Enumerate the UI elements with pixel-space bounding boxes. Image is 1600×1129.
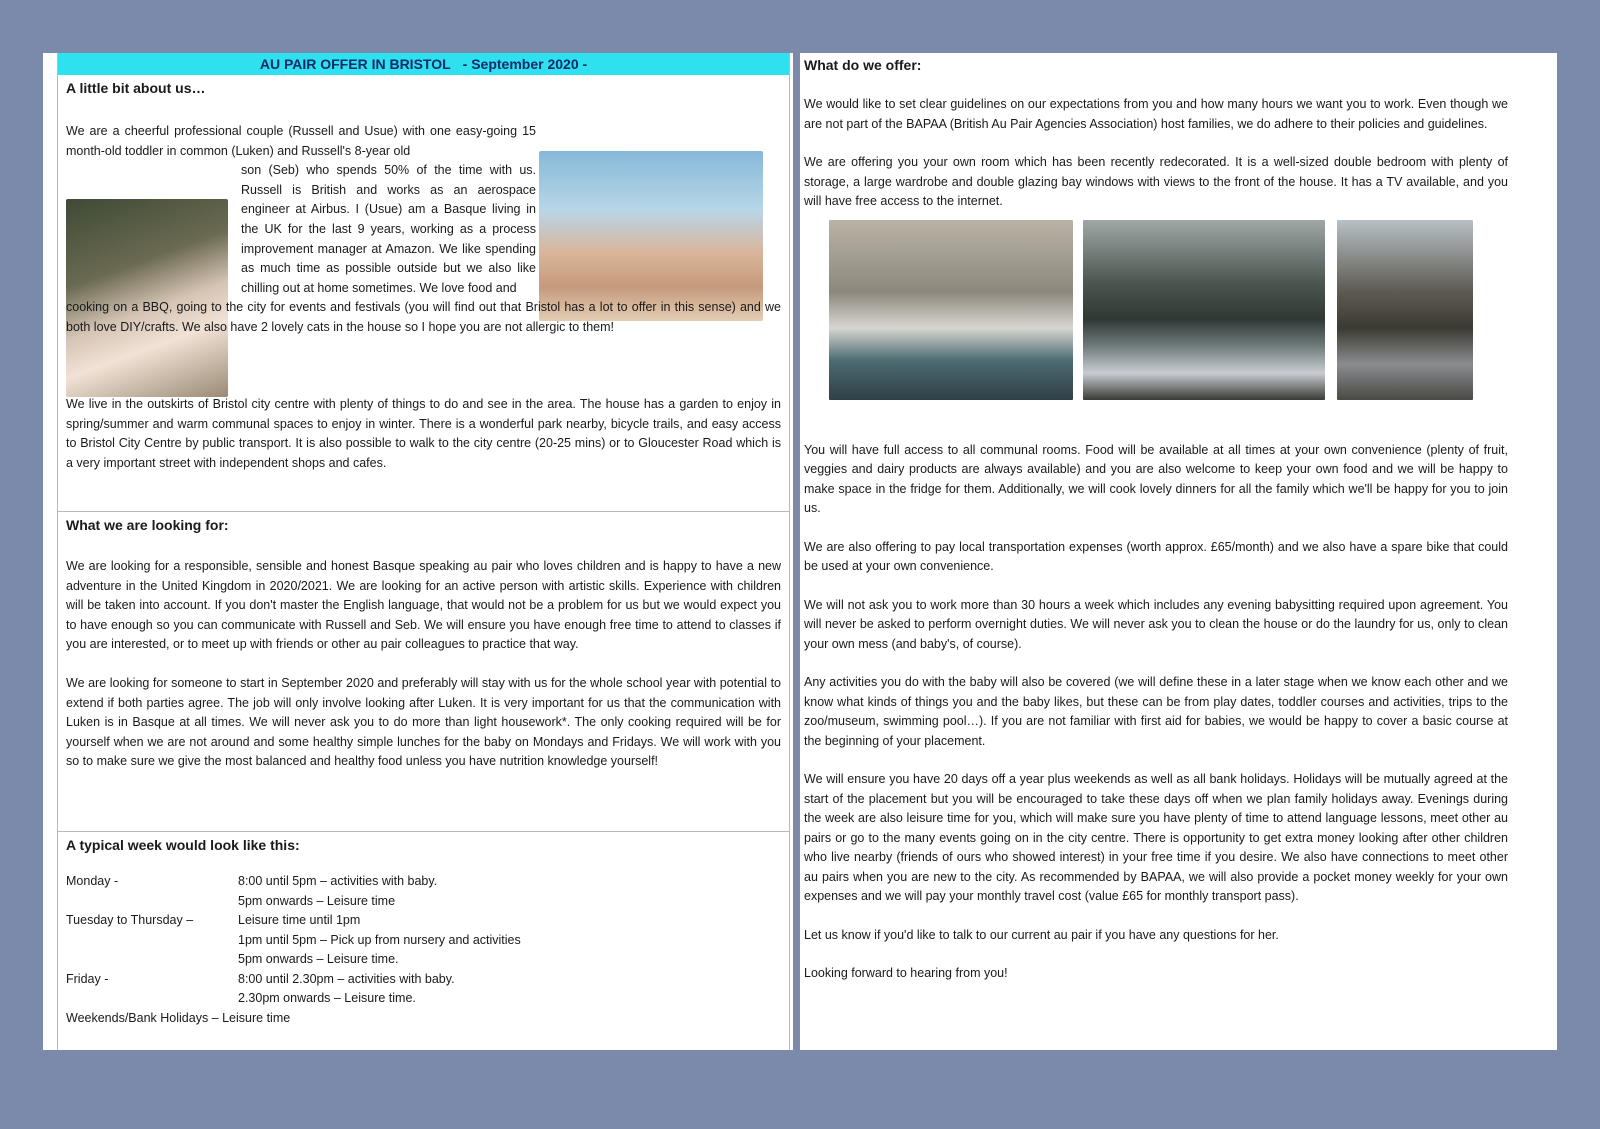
week-day	[66, 931, 238, 951]
left-column	[57, 53, 790, 1050]
week-section	[58, 835, 789, 1055]
week-schedule	[66, 872, 781, 1028]
looking-section	[58, 515, 789, 832]
offer-paragraph-8: Let us know if you'd like to talk to our current au pair if you have any questions for her.	[804, 927, 1279, 942]
left-page	[43, 53, 793, 1050]
about-paragraph-indent: son (Seb) who spends 50% of the time with us. Russell is British and works as an aerospace engineer at Airbus. I (Usue) am a Basque living in the UK for the last 9 years, working as a process improvement manager at Amazon. We like spending as much time as possible outside but we also like chilling out at home sometimes. We love food and	[241, 163, 536, 295]
looking-paragraph-1: We are looking for a responsible, sensible and honest Basque speaking au pair who loves children and is happy to have a new adventure in the United Kingdom in 2020/2021. We are looking for an active person with artistic skills. Experience with children will be taken into account. If you don't master the English language, that would not be a problem for us but we would expect you to have enough so you can communicate with Russell and Seb. We will ensure you have enough free time to attend to classes if you are interested, or to meet up with friends or other au pair colleagues to practice that way.	[66, 559, 781, 652]
title-bar	[58, 53, 789, 75]
room-photos	[804, 220, 1508, 434]
week-row	[66, 989, 781, 1009]
week-day: Monday -	[66, 874, 119, 888]
document-title: AU PAIR OFFER IN BRISTOL	[259, 56, 451, 72]
offer-heading: What do we offer:	[804, 57, 922, 73]
week-activity: 8:00 until 2.30pm – activities with baby.	[238, 971, 455, 986]
week-row	[66, 892, 781, 912]
about-paragraph-rest: cooking on a BBQ, going to the city for events and festivals (you will find out that Bristol has a lot to offer in this sense) and we both love DIY/crafts. We also have 2 lovely cats in the house so I hope you are not allergic to them!	[66, 300, 781, 334]
right-page	[800, 53, 1557, 1050]
offer-paragraph-9: Looking forward to hearing from you!	[804, 966, 1008, 980]
offer-paragraph-7: We will ensure you have 20 days off a year plus weekends as well as all bank holidays. Holidays will be mutually agreed at the start of the placement but you will be encouraged to take these days off when we plan family holidays away. Evenings during the week are also leisure time for you, which will make sure you have plenty of time to attend language lessons, meet other au pairs or go to the many events going on in the city centre. There is opportunity to get extra money looking after other children who live nearby (friends of ours who showed interest) in your free time if you desire. We also have connections to meet other au pairs when you are new to the city. As recommended by BAPAA, we will also provide a pocket money weekly for your own expenses and we will pay your monthly travel cost (value £65 for monthly transport pass).	[804, 772, 1508, 903]
offer-paragraph-4: We are also offering to pay local transportation expenses (worth approx. £65/month) and we also have a spare bike that could be used at your own convenience.	[804, 539, 1508, 573]
about-paragraph-2: We live in the outskirts of Bristol city centre with plenty of things to do and see in the area. The house has a garden to enjoy in spring/summer and warm communal spaces to enjoy in winter. There is a wonderful park nearby, bicycle trails, and easy access to Bristol City Centre by public transport. It is also possible to walk to the city centre (20-25 mins) or to Gloucester Road which is a very important street with independent shops and cafes.	[66, 397, 781, 470]
week-row	[66, 872, 781, 892]
looking-paragraph-2: We are looking for someone to start in September 2020 and preferably will stay with us for the whole school year with potential to extend if both parties agree. The job will only involve looking after Luken. It is very important for us that the communication with Luken is in Basque at all times. We will never ask you to do more than light housework*. The only cooking required will be for yourself when we are not around and some healthy simple lunches for the baby on Mondays and Fridays. We will work with you so to make sure we give the most balanced and healthy food unless you have nutrition knowledge yourself!	[66, 675, 781, 769]
week-day	[66, 989, 238, 1009]
about-heading: A little bit about us…	[66, 80, 206, 96]
week-day: Tuesday to Thursday –	[66, 913, 194, 927]
week-day: Friday -	[66, 971, 109, 986]
week-activity: 1pm until 5pm – Pick up from nursery and activities	[238, 932, 521, 947]
looking-heading: What we are looking for:	[66, 517, 229, 533]
right-column	[804, 53, 1508, 984]
about-section	[58, 78, 789, 512]
week-activity: 2.30pm onwards – Leisure time.	[238, 991, 416, 1005]
offer-paragraph-2: We are offering you your own room which has been recently redecorated. It is a well-sized double bedroom with plenty of storage, a large wardrobe and double glazing bay windows with views to the front of the house. It has a TV available, and you will have free access to the internet.	[804, 155, 1508, 208]
week-activity: Leisure time until 1pm	[238, 913, 361, 927]
week-day	[66, 892, 238, 912]
room-photo-3	[1337, 220, 1473, 400]
week-row	[66, 911, 781, 931]
week-row	[66, 1009, 781, 1029]
week-day: Weekends/Bank Holidays – Leisure time	[66, 1010, 291, 1025]
week-activity: 8:00 until 5pm – activities with baby.	[238, 874, 438, 888]
week-activity: 5pm onwards – Leisure time.	[238, 952, 399, 966]
about-paragraph-lead: We are a cheerful professional couple (Russell and Usue) with one easy-going 15 month-old toddler in common (Luken) and Russell's 8-year old	[66, 124, 536, 158]
week-day	[66, 950, 238, 970]
offer-paragraph-6: Any activities you do with the baby will also be covered (we will define these in a later stage when we know each other and we know what kinds of things you and the baby likes, but these can be from play dates, toddler courses and activities, trips to the zoo/museum, swimming pool…). If you are not familiar with first aid for babies, we would be happy to cover a basic course at the beginning of your placement.	[804, 675, 1508, 748]
about-text	[66, 122, 781, 338]
offer-paragraph-1: We would like to set clear guidelines on our expectations from you and how many hours we want you to work. Even though we are not part of the BAPAA (British Au Pair Agencies Association) host families, we do adhere to their policies and guidelines.	[804, 97, 1508, 131]
room-photo-1	[829, 220, 1073, 400]
offer-paragraph-3: You will have full access to all communal rooms. Food will be available at all times at your own convenience (plenty of fruit, veggies and dairy products are always available) and you are also welcome to keep your own food and we will be happy to make space in the fridge for them. Additionally, we will cook lovely dinners for all the family which we'll be happy for you to join us.	[804, 442, 1508, 515]
offer-paragraph-5: We will not ask you to work more than 30 hours a week which includes any evening babysitting required upon agreement. You will never be asked to perform overnight duties. We will never ask you to clean the house or do the laundry for us, only to clean your own mess (and baby's, of course).	[804, 597, 1508, 651]
week-activity: 5pm onwards – Leisure time	[238, 893, 396, 908]
week-row	[66, 950, 781, 970]
week-row	[66, 970, 781, 990]
document-date: - September 2020 -	[462, 56, 588, 72]
week-heading: A typical week would look like this:	[66, 837, 300, 853]
week-row	[66, 931, 781, 951]
room-photo-2	[1083, 220, 1325, 400]
